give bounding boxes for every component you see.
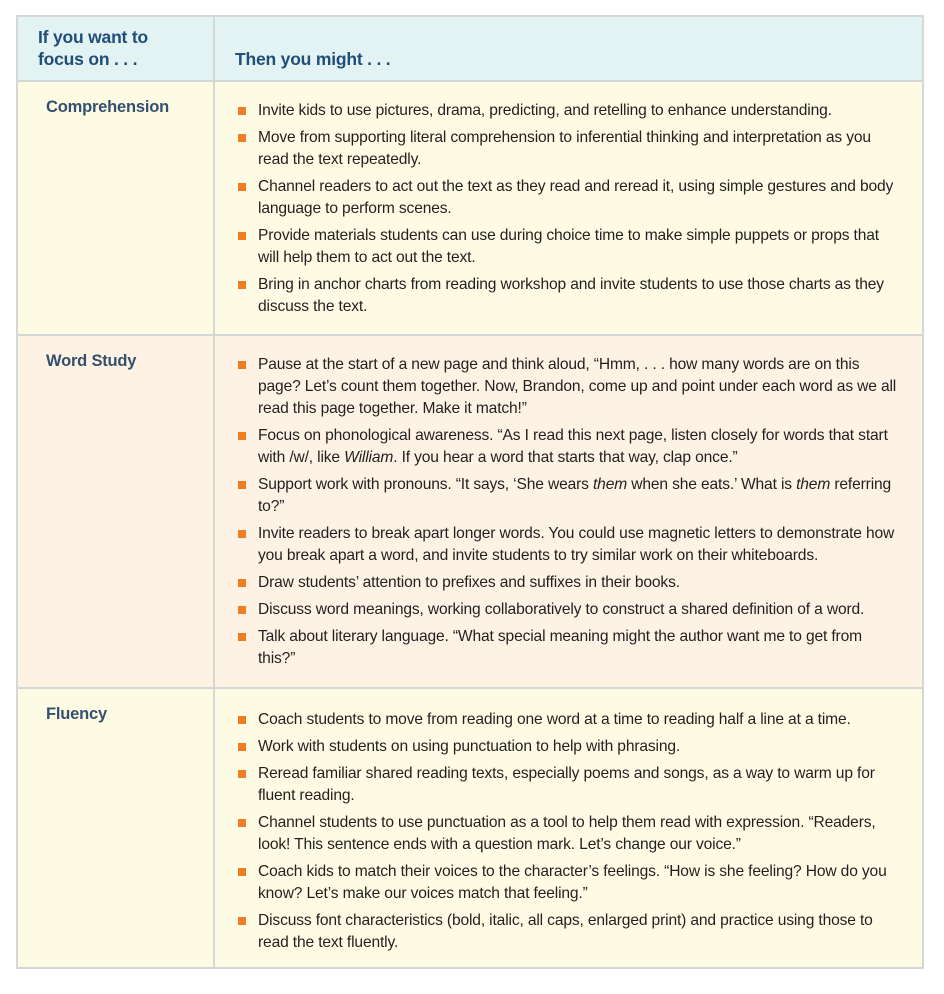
bullet-square-icon (238, 579, 246, 587)
list-item (238, 709, 900, 731)
list-item-text: when she eats.’ What is (627, 476, 797, 493)
bullet-list (238, 354, 900, 675)
list-item-text: Move from supporting literal comprehension to inferential thinking and interpretation as you read the text repeatedly. (258, 129, 871, 168)
bullet-square-icon (238, 917, 246, 925)
bullet-square-icon (238, 281, 246, 289)
list-item (238, 474, 900, 518)
bullet-square-icon (238, 361, 246, 369)
list-item-text: Invite kids to use pictures, drama, predicting, and retelling to enhance understanding. (258, 102, 832, 119)
list-item (238, 812, 900, 856)
bullet-square-icon (238, 770, 246, 778)
list-item-emphasis: them (796, 476, 831, 493)
list-item-text: Discuss word meanings, working collaboratively to construct a shared definition of a word. (258, 601, 865, 618)
bullet-square-icon (238, 183, 246, 191)
column-divider (213, 17, 215, 967)
list-item-text: Provide materials students can use during choice time to make simple puppets or props that will help them to act out the text. (258, 227, 879, 266)
list-item-text: Focus on phonological awareness. “As I read this next page, listen closely for words that start with /w/, like (258, 427, 888, 466)
list-item (238, 736, 900, 758)
list-item (238, 910, 900, 954)
bullet-list (238, 100, 900, 323)
list-item-text: Invite readers to break apart longer words. You could use magnetic letters to demonstrate how you break apart a word, and invite students to try similar work on their whiteboards. (258, 525, 895, 564)
list-item (238, 523, 900, 567)
list-item (238, 100, 900, 122)
bullet-square-icon (238, 232, 246, 240)
list-item-emphasis: William (344, 449, 394, 466)
bullet-square-icon (238, 107, 246, 115)
table-row-comprehension (18, 82, 922, 336)
bullet-square-icon (238, 633, 246, 641)
header-action-label: Then you might . . . (235, 49, 391, 69)
list-item-text: Reread familiar shared reading texts, especially poems and songs, as a way to warm up for fluent reading. (258, 765, 875, 804)
bullet-square-icon (238, 481, 246, 489)
list-item-text: Support work with pronouns. “It says, ‘She wears (258, 476, 593, 493)
table-row-fluency (18, 689, 922, 967)
bullet-square-icon (238, 716, 246, 724)
list-item-text: referring to?” (258, 476, 892, 515)
list-item (238, 425, 900, 469)
bullet-square-icon (238, 743, 246, 751)
list-item-emphasis: them (593, 476, 628, 493)
list-item-text: Pause at the start of a new page and think aloud, “Hmm, . . . how many words are on this page? Let’s count them together. Now, Brandon, come up and point under each word as we all read this page together. Make it match!” (258, 356, 897, 417)
focus-table (16, 15, 924, 969)
list-item-text: . If you hear a word that starts that way, clap once.” (393, 449, 738, 466)
list-item (238, 861, 900, 905)
bullet-square-icon (238, 819, 246, 827)
list-item-text: Work with students on using punctuation to help with phrasing. (258, 738, 681, 755)
table-header-row (18, 17, 922, 82)
list-item-text: Channel readers to act out the text as they read and reread it, using simple gestures and body language to perform scenes. (258, 178, 894, 217)
list-item-text: Bring in anchor charts from reading workshop and invite students to use those charts as they discuss the text. (258, 276, 884, 315)
bullet-square-icon (238, 606, 246, 614)
list-item-text: Draw students’ attention to prefixes and suffixes in their books. (258, 574, 680, 591)
row-label-fluency: Fluency (46, 705, 107, 723)
list-item (238, 626, 900, 670)
list-item-text: Coach students to move from reading one word at a time to reading half a line at a time. (258, 711, 851, 728)
list-item (238, 572, 900, 594)
row-label-word-study: Word Study (46, 352, 137, 370)
list-item (238, 225, 900, 269)
bullet-square-icon (238, 432, 246, 440)
table-row-word-study (18, 336, 922, 689)
list-item (238, 274, 900, 318)
header-focus-label: If you want to focus on . . . (38, 27, 148, 69)
list-item (238, 127, 900, 171)
list-item-text: Discuss font characteristics (bold, italic, all caps, enlarged print) and practice using those to read the text fluently. (258, 912, 873, 951)
row-label-comprehension: Comprehension (46, 98, 169, 116)
bullet-list (238, 709, 900, 959)
list-item (238, 176, 900, 220)
bullet-square-icon (238, 530, 246, 538)
bullet-square-icon (238, 868, 246, 876)
list-item (238, 763, 900, 807)
list-item-text: Talk about literary language. “What special meaning might the author want me to get from this?” (258, 628, 862, 667)
list-item-text: Coach kids to match their voices to the character’s feelings. “How is she feeling? How do you know? Let’s make our voices match that feeling.” (258, 863, 887, 902)
bullet-square-icon (238, 134, 246, 142)
list-item (238, 354, 900, 420)
list-item (238, 599, 900, 621)
list-item-text: Channel students to use punctuation as a tool to help them read with expression. “Readers, look! This sentence ends with a question mark. Let’s change our voice.” (258, 814, 876, 853)
